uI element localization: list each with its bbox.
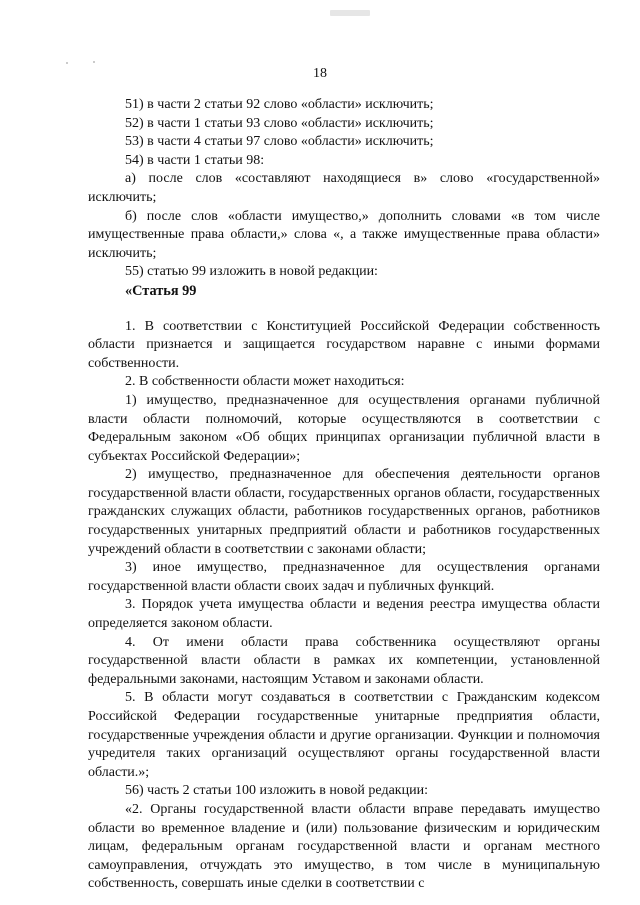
paragraph: 55) статью 99 изложить в новой редакции: [125,264,378,280]
paragraph: 53) в части 4 статьи 97 слово «области» исключить; [125,134,434,150]
article-paragraph: 2. В собственности области может находиться: [125,374,405,390]
paragraph: б) после слов «области имущество,» дополнить словами «в том числе имущественные права области,» слова «, а также имущественные права области» исключить; [88,208,600,261]
article-paragraph: 1) имущество, предназначенное для осуществления органами публичной власти области полномочий, которые осуществляются в соответствии с Федеральным законом «Об общих принципах организации публичной власти в субъектах Российской Федерации»; [88,392,600,464]
spacer [88,310,600,318]
article-paragraph: «2. Органы государственной власти области вправе передавать имущество области во временное владение и (или) пользование физическим и юридическим лицам, федеральным органам государственной власти и органам местного самоуправления, отчуждать это имущество, в том числе в муниципальную собственность, совершать иные сделки в соответствии с [88,801,600,892]
article-paragraph: 3) иное имущество, предназначенное для осуществления органами государственной власти области своих задач и публичных функций. [88,560,600,594]
article-paragraph: 1. В соответствии с Конституцией Российской Федерации собственность области признается и защищается государством наравне с иными формами собственности. [88,318,600,371]
paragraph: 54) в части 1 статьи 98: [125,152,265,168]
article-paragraph: 2) имущество, предназначенное для обеспечения деятельности органов государственной власти области, государственных органов области, государственных гражданских служащих области, работников государственных органов, работников государственных унитарных предприятий области и работников государственных учреждений области в соответствии с законами области; [88,467,600,557]
document-body [88,96,600,894]
paragraph: 52) в части 1 статьи 93 слово «области» исключить; [125,115,434,131]
article-paragraph: 3. Порядок учета имущества области и ведения реестра имущества области определяется законом области. [88,597,600,632]
article-paragraph: 4. От имени области права собственника осуществляют органы государственной власти области в рамках их компетенции, установленной федеральными законами, настоящим Уставом и законами области. [88,634,600,687]
page-number: 18 [313,66,327,81]
article-paragraph: 5. В области могут создаваться в соответствии с Гражданским кодексом Российской Федерации государственные унитарные предприятия области, государственные учреждения области и другие организации. Функции и полномочия учредителя таких организаций осуществляют органы государственной власти области.»; [88,690,600,780]
article-paragraph: 56) часть 2 статьи 100 изложить в новой редакции: [125,783,428,799]
scan-mark [330,10,370,16]
scan-mark [66,62,68,64]
article-heading: «Статья 99 [125,282,197,299]
scan-mark [93,61,95,63]
paragraph: а) после слов «составляют находящиеся в» слово «государственной» исключить; [88,171,600,205]
paragraph: 51) в части 2 статьи 92 слово «области» исключить; [125,97,434,112]
